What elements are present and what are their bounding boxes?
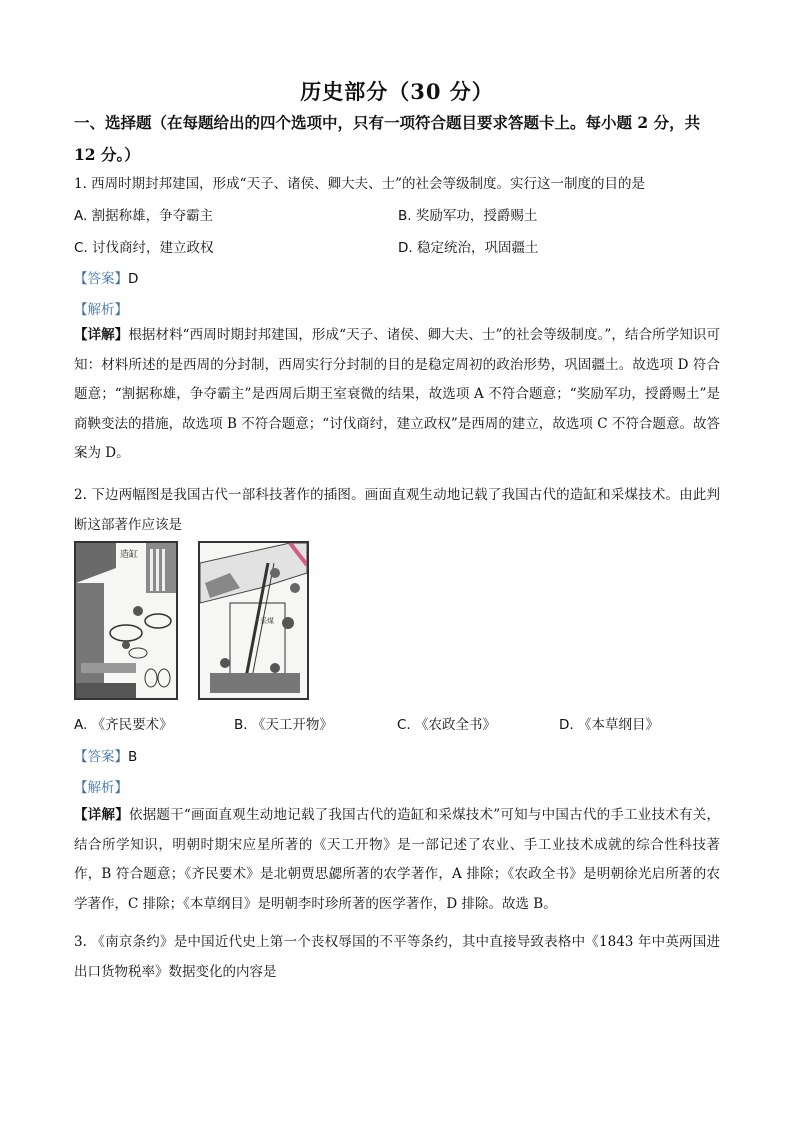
svg-text:造缸: 造缸 [120, 550, 139, 560]
q1-option-c: C. 讨伐商纣，建立政权 [74, 240, 214, 256]
page-title: 历史部分（30 分） [300, 79, 494, 104]
q2-detail: 【详解】依据题干“画面直观生动地记载了我国古代的造缸和采煤技术”可知与中国古代的手工业技术有关，结合所学知识，明朝时期宋应星所著的《天工开物》是一部记述了农业、手工业技术成就的综合性科技著作，B 符合题意；《齐民要术》是北朝贾思勰所著的农学著作，A 排除；《农政全书》是明朝徐光启所著的农学著作，C 排除；《本草纲目》是明朝李时珍所著的医学著作，D 排除。故选 B。 [74, 807, 720, 912]
q1-option-b: B. 奖励军功，授爵赐土 [398, 208, 538, 224]
answer-value: D [128, 271, 139, 287]
section-heading-line2: 12 分。） [74, 145, 140, 164]
figure-coal-mining [198, 541, 309, 700]
q2-analysis-tag: 【解析】 [74, 780, 128, 796]
q1-analysis-tag: 【解析】 [74, 302, 128, 318]
q2-option-c: C. 《农政全书》 [397, 717, 497, 733]
q2-option-a: A. 《齐民要术》 [74, 717, 173, 733]
q2-answer [74, 745, 137, 765]
figure-vat-making [74, 541, 178, 700]
answer-value: B [128, 749, 138, 765]
q2-option-b: B. 《天工开物》 [234, 717, 333, 733]
q1-detail: 【详解】根据材料“西周时期封邦建国，形成“天子、诸侯、卿大夫、士”的社会等级制度。”，结合所学知识可知：材料所述的是西周的分封制，西周实行分封制的目的是稳定周初的政治形势，巩固疆土。故选项 D 符合题意；“割据称雄，争夺霸主”是西周后期王室衰微的结果，故选项 A 不符合题意；“奖励军功，授爵赐土”是商鞅变法的措施，故选项 B 不符合题意；“讨伐商纣，建立政权”是西周的建立，故选项 C 不符合题意。故答案为 D。 [74, 327, 721, 461]
detail-tag: 【详解】 [74, 807, 129, 823]
svg-text:采煤: 采煤 [260, 617, 274, 625]
q2-option-d: D. 《本草纲目》 [559, 717, 659, 733]
section-heading-line1: 一、选择题（在每题给出的四个选项中，只有一项符合题目要求答题卡上。每小题 2 分，共 [74, 113, 701, 132]
q1-stem: 1. 西周时期封邦建国，形成“天子、诸侯、卿大夫、士”的社会等级制度。实行这一制度的目的是 [74, 176, 645, 192]
answer-tag: 【答案】 [74, 749, 128, 765]
detail-tag: 【详解】 [74, 327, 129, 343]
q1-option-a: A. 割据称雄，争夺霸主 [74, 208, 214, 224]
q2-stem: 2. 下边两幅图是我国古代一部科技著作的插图。画面直观生动地记载了我国古代的造缸和采煤技术。由此判断这部著作应该是 [74, 487, 720, 533]
section-heading [74, 107, 720, 171]
q1-option-d: D. 稳定统治，巩固疆土 [398, 240, 539, 256]
answer-tag: 【答案】 [74, 271, 128, 287]
q1-answer [74, 267, 138, 287]
q3-stem: 3. 《南京条约》是中国近代史上第一个丧权辱国的不平等条约，其中直接导致表格中《1843 年中英两国进出口货物税率》数据变化的内容是 [74, 934, 720, 980]
